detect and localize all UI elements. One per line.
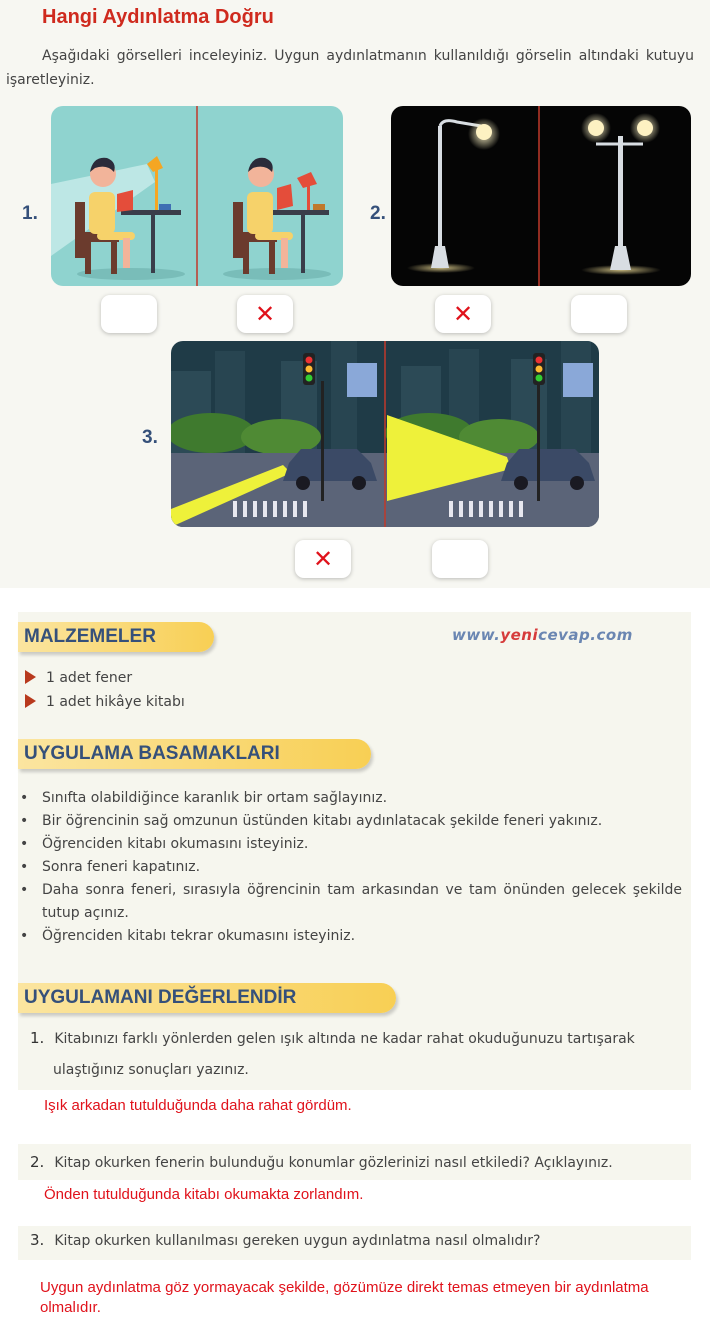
list-item: • Öğrenciden kitabı okumasını isteyiniz.: [20, 836, 309, 852]
item-2-illustration: [391, 106, 691, 286]
list-item: 1 adet fener: [25, 666, 185, 690]
x-mark-icon: ✕: [312, 545, 334, 573]
list-item: 1 adet hikâye kitabı: [25, 690, 185, 714]
item-3-checkbox-right[interactable]: [432, 540, 488, 578]
answer-3: Uygun aydınlatma göz yormayacak şekilde, gözümüze direkt temas etmeyen bir aydınlatma olmalıdır.: [40, 1279, 649, 1316]
list-item: • Bir öğrencinin sağ omzunun üstünden kitabı aydınlatacak şekilde feneri yakınız.: [20, 813, 603, 829]
item-3-number: 3.: [142, 427, 158, 448]
website-watermark: www.yenicevap.com: [452, 626, 633, 644]
item-2-checkbox-right[interactable]: [571, 295, 627, 333]
question-1: 1. Kitabınızı farklı yönlerden gelen ışık altında ne kadar rahat okuduğunuzu tartışarak ulaştığınız sonuçları yazınız.: [30, 1029, 635, 1078]
x-mark-icon: ✕: [254, 300, 276, 328]
list-item: • Daha sonra feneri, sırasıyla öğrencinin tam arkasından ve tam önünden gelecek şekilde tutup açınız.: [20, 882, 682, 921]
instruction-text: Aşağıdaki görselleri inceleyiniz. Uygun aydınlatmanın kullanıldığı görselin altındaki kutuyu işaretleyiniz.: [6, 48, 694, 88]
steps-heading: UYGULAMA BASAMAKLARI: [18, 739, 371, 769]
evaluation-heading: UYGULAMANI DEĞERLENDİR: [18, 983, 396, 1013]
question-2: 2. Kitap okurken fenerin bulunduğu konumlar gözlerinizi nasıl etkiledi? Açıklayınız.: [30, 1153, 613, 1171]
item-2-number: 2.: [370, 203, 386, 224]
triangle-bullet-icon: [25, 670, 36, 684]
answer-2: Önden tutulduğunda kitabı okumakta zorlandım.: [44, 1186, 364, 1203]
question-3: 3. Kitap okurken kullanılması gereken uygun aydınlatma nasıl olmalıdır?: [30, 1231, 541, 1249]
materials-list: [25, 666, 185, 714]
item-1-checkbox-left[interactable]: [101, 295, 157, 333]
list-item: • Sonra feneri kapatınız.: [20, 859, 201, 875]
triangle-bullet-icon: [25, 694, 36, 708]
item-1-illustration: [51, 106, 343, 286]
item-2-checkbox-left[interactable]: [435, 295, 491, 333]
page-title: Hangi Aydınlatma Doğru: [42, 6, 274, 28]
item-1-checkbox-right[interactable]: [237, 295, 293, 333]
list-item: • Sınıfta olabildiğince karanlık bir ortam sağlayınız.: [20, 790, 388, 806]
item-3-illustration: [171, 341, 599, 527]
materials-heading: MALZEMELER: [18, 622, 214, 652]
answer-1: Işık arkadan tutulduğunda daha rahat gördüm.: [44, 1097, 352, 1114]
x-mark-icon: ✕: [452, 300, 474, 328]
item-3-checkbox-left[interactable]: [295, 540, 351, 578]
steps-list: [18, 787, 682, 948]
item-1-number: 1.: [22, 203, 38, 224]
list-item: • Öğrenciden kitabı tekrar okumasını isteyiniz.: [20, 928, 356, 944]
